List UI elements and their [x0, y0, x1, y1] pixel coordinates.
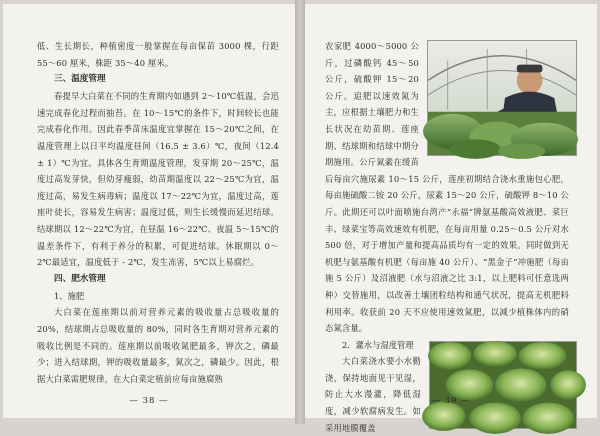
cabbage-field-photo [429, 341, 577, 429]
paragraph-fertilization: 大白菜在莲座期以前对营养元素的吸收量占总吸收量的 20%，结球期占总吸收量的 80%，同时各生育期对营养元素的吸收比例是不同的。莲座期以前吸收氮肥最多，钾次之，磷最少；进入结球期，钾的吸收量最多，氮次之，磷最少。因此，根据大白菜需肥规律，在大白菜定植前应每亩施腐熟 [37, 307, 279, 384]
paragraph-irrigation: 大白菜浇水要小水勤浇，保持地面见干见湿，防止大水漫灌，降低湿度，减少软腐病发生。如采用地膜覆盖 [325, 356, 421, 433]
right-page [305, 4, 597, 433]
page-number-left: — 38 — [129, 396, 169, 406]
paragraph-topdressing: 农家肥 4000～5000 公斤，过磷酸钙 45～50 公斤，硫酸钾 15～20 公斤。追肥以速效氮为主，应根据土壤肥力和生长状况在幼苗期、莲座期、结球期和结球中期分期施用。公斤氮素在缓苗后每亩穴施尿素 10～15 公斤，莲座初期结合浇水重施包心肥，每亩施硫酸二铵 20 公斤，尿素 15～20 公斤，硫酸钾 8～10 公斤。此期还可以叶面喷施台湾产“永福”牌氨基酸高效液肥、菜巨丰、绿菜宝等高效速效有机肥，在每亩用量 0.25～0.5 公斤对水 500 倍，对于增加产量和提高品质均有一定的效果。同时做到无机肥与氨基酸有机肥（每亩施 40 公斤）、“黑金子”冲施肥（每亩施 5 公斤）及沼液肥（水与沼液之比 3:1，以上肥料可任意选两种）交替施用，以改善土壤团粒结构和通气状况，提高无机肥料利用率。收获前 20 天不应使用速效氮肥，以减少植株体内的硝态氮含量。 [325, 41, 569, 334]
greenhouse-farmer-photo [427, 40, 577, 156]
left-page [3, 4, 295, 418]
subheading-fertilization: 1、施肥 [54, 290, 85, 301]
page-number-right: — 39 — [431, 396, 471, 406]
paragraph-temperature: 春提早大白菜在不同的生育期内如遇到 2～10℃低温，会迅速完成春化过程而抽苔。在 10～15℃的条件下，时间较长也能完成春化作用。因此春季苗床温度宜掌握在 15～20℃之间，在温度管理上以日平均温度昼间（16.5 ± 3.6）℃，夜间（12.4 ± 1）℃为宜。具体各生育期温度管理，发芽期 20～25℃，温度过高发芽快，但幼芽瘦弱，幼苗期温度以 22～25℃为宜，温度过高，易发生病毒病；温度以 17～22℃为宜，温度过高，莲座叶徒长，容易发生病害；温度过低，则生长缓慢而延迟结球。结球期以 12～22℃为宜，在昼温 16～22℃、夜温 5～15℃的温差条件下，有利于养分的积累，可促进结球。休眠期以 0～2℃最适宜，温度低于 - 2℃，发生冻害，5℃以上易腐烂。 [37, 91, 279, 268]
heading-temperature-management: 三、温度管理 [54, 74, 106, 85]
paragraph-planting-density: 低、生长期长，种植密度一般掌握在每亩保苗 3000 棵，行距 55～60 厘米，株距 35～40 厘米。 [37, 41, 279, 68]
heading-fertilizer-water: 四、肥水管理 [54, 273, 106, 284]
book-gutter [295, 0, 305, 424]
subheading-irrigation: 2．灌水与湿度管理 [342, 339, 414, 350]
